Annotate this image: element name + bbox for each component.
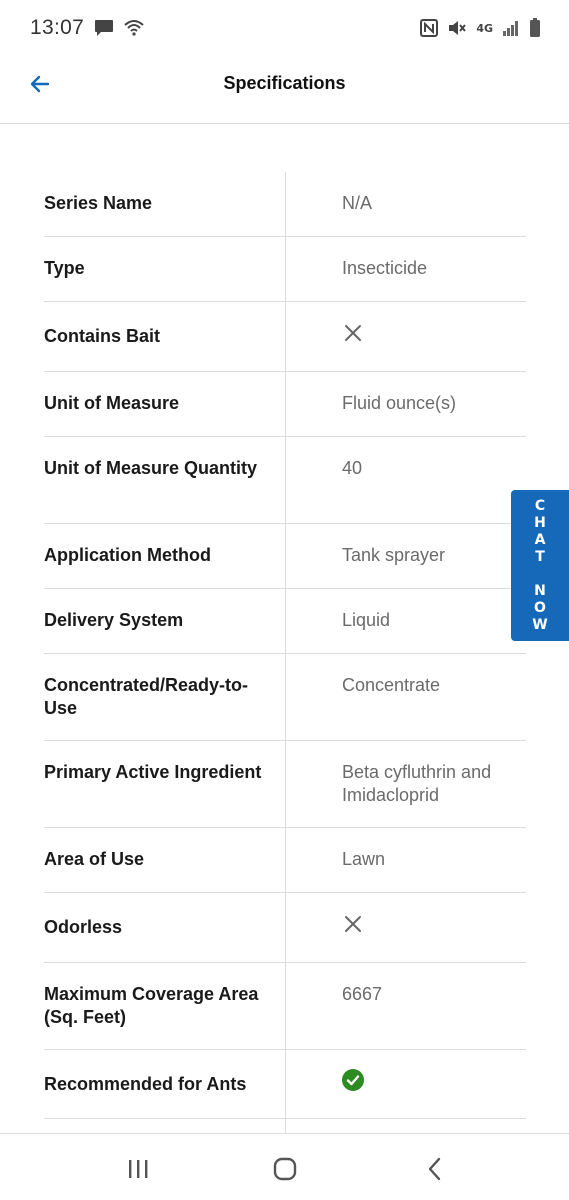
- page-title: Specifications: [223, 73, 346, 93]
- back-icon: [425, 1157, 445, 1181]
- spec-label: Unit of Measure Quantity: [44, 458, 258, 478]
- spec-label: Delivery System: [44, 610, 184, 630]
- spec-value: 6667: [342, 984, 383, 1004]
- status-time: 13:07: [30, 16, 85, 39]
- spec-row: [44, 654, 526, 741]
- signal-icon: [502, 19, 520, 37]
- mute-icon: [447, 19, 467, 37]
- spec-value: Lawn: [342, 849, 386, 869]
- recent-apps-button[interactable]: [123, 1154, 153, 1184]
- spec-value: Concentrate: [342, 675, 441, 695]
- spec-label: Contains Bait: [44, 326, 161, 346]
- spec-label: Primary Active Ingredient: [44, 762, 262, 782]
- spec-row: [44, 589, 526, 654]
- check-circle-icon: [341, 1068, 365, 1092]
- spec-label: Series Name: [44, 193, 153, 213]
- spec-label: Concentrated/Ready-to-Use: [44, 675, 249, 718]
- spec-value: Insecticide: [342, 258, 428, 278]
- spec-value: Tank sprayer: [342, 545, 446, 565]
- wifi-call-icon: [124, 19, 144, 37]
- spec-row: [44, 1050, 526, 1119]
- lte-icon: [476, 22, 493, 35]
- spec-value: Liquid: [342, 610, 391, 630]
- spec-label: Odorless: [44, 917, 123, 937]
- spec-label: Application Method: [44, 545, 211, 565]
- lte-label: 4G: [476, 21, 493, 35]
- home-icon: [272, 1156, 298, 1182]
- spec-row: [44, 172, 526, 237]
- spec-value: N/A: [342, 193, 373, 213]
- battery-icon: [529, 18, 541, 38]
- spec-label: Maximum Coverage Area (Sq. Feet): [44, 984, 259, 1027]
- spec-row: [44, 437, 526, 524]
- nfc-icon: [420, 19, 438, 37]
- x-icon: [342, 322, 364, 344]
- nav-back-button[interactable]: [420, 1154, 450, 1184]
- home-button[interactable]: [270, 1154, 300, 1184]
- chat-now-label: CHAT NOW: [532, 497, 548, 634]
- message-icon: [94, 19, 114, 37]
- spec-row: [44, 302, 526, 372]
- system-nav-bar: [0, 1133, 569, 1200]
- spec-row: [44, 524, 526, 589]
- spec-row: [44, 741, 526, 828]
- recent-apps-icon: [126, 1158, 150, 1180]
- spec-row: [44, 237, 526, 302]
- status-bar: [0, 0, 569, 56]
- spec-label: Type: [44, 258, 85, 278]
- spec-row: [44, 372, 526, 437]
- spec-row: [44, 963, 526, 1050]
- spec-label: Recommended for Ants: [44, 1074, 247, 1094]
- spec-row: [44, 828, 526, 893]
- chat-now-button[interactable]: [511, 490, 569, 641]
- spec-row: [44, 893, 526, 963]
- spec-label: Area of Use: [44, 849, 145, 869]
- app-bar: [0, 56, 569, 124]
- spec-label: Unit of Measure: [44, 393, 180, 413]
- x-icon: [342, 913, 364, 935]
- specifications-table: [44, 172, 526, 1119]
- spec-value: Beta cyfluthrin and Imidacloprid: [342, 762, 492, 805]
- status-left: [30, 16, 144, 40]
- status-right: [420, 18, 541, 38]
- spec-value: 40: [342, 458, 363, 478]
- spec-value: Fluid ounce(s): [342, 393, 457, 413]
